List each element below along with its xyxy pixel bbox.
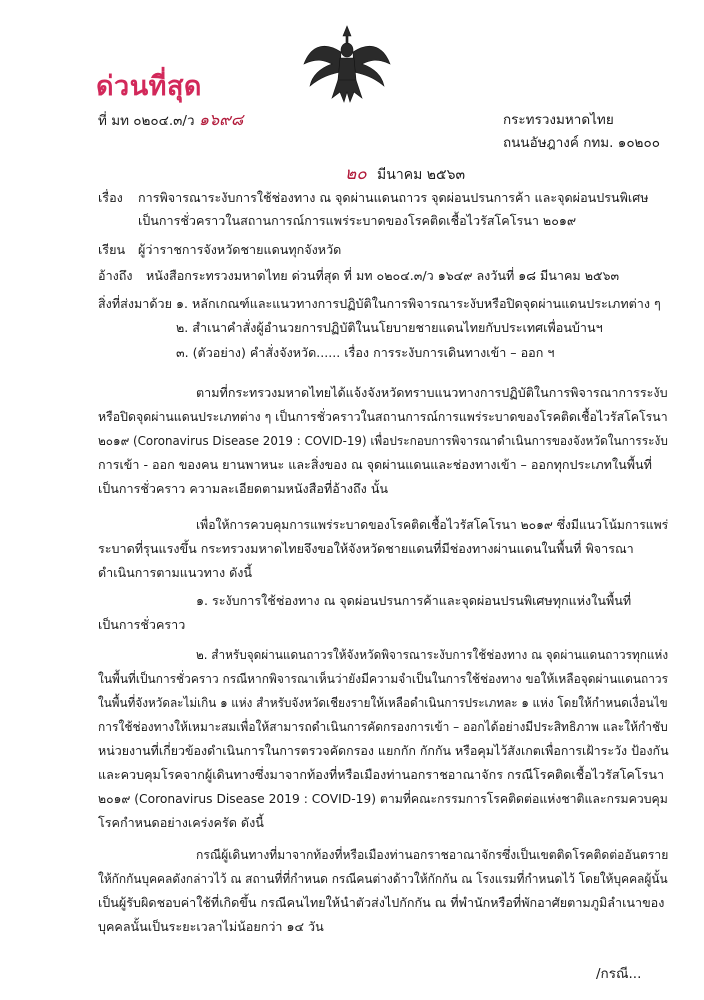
body-line: เป็นการชั่วคราว: [98, 617, 186, 632]
to-text: ผู้ว่าราชการจังหวัดชายแดนทุกจังหวัด: [138, 242, 342, 257]
body-line: กรณีผู้เดินทางที่มาจากท้องที่หรือเมืองท่านอกราชอาณาจักรซึ่งเป็นเขตติดโรคติดต่ออันตราย: [196, 847, 669, 862]
body-line: และควบคุมโรคจากผู้เดินทางซึ่งมาจากท้องที่หรือเมืองท่านอกราชอาณาจักร กรณีโรคติดเชื้อไวรัสโคโรนา: [98, 767, 665, 782]
ministry-name: กระทรวงมหาดไทย: [503, 112, 614, 128]
subject-line-1: การพิจารณาระงับการใช้ช่องทาง ณ จุดผ่านแดนถาวร จุดผ่อนปรนการค้า และจุดผ่อนปรนพิเศษ: [138, 190, 649, 205]
body-line: หน่วยงานที่เกี่ยวข้องดำเนินการในการตรวจคัดกรอง แยกกัก กักกัน หรือคุมไว้สังเกตเพื่อการเฝ้าระวัง ป้องกัน: [98, 743, 669, 758]
document-date: [345, 160, 465, 187]
urgency-stamp: ด่วนที่สุด: [96, 71, 202, 102]
subject-label: เรื่อง: [98, 190, 123, 205]
body-line: หรือปิดจุดผ่านแดนประเภทต่าง ๆ เป็นการชั่วคราวในสถานการณ์การแพร่ระบาดของโรคติดเชื้อไวรัสโคโรนา: [98, 409, 668, 424]
body-line: ๒. สำหรับจุดผ่านแดนถาวรให้จังหวัดพิจารณาระงับการใช้ช่องทาง ณ จุดผ่านแดนถาวรทุกแห่ง: [196, 647, 669, 662]
body-line: ๒๐๑๙ (Coronavirus Disease 2019 : COVID-19) ตามที่คณะกรรมการโรคติดต่อแห่งชาติและกรมควบคุม: [98, 791, 668, 806]
body-line: เพื่อให้การควบคุมการแพร่ระบาดของโรคติดเชื้อไวรัสโคโรนา ๒๐๑๙ ซึ่งมีแนวโน้มการแพร่: [196, 517, 669, 532]
subject-line-2: เป็นการชั่วคราวในสถานการณ์การแพร่ระบาดของโรคติดเชื้อไวรัสโคโรนา ๒๐๑๙: [138, 213, 577, 228]
date-month-year: มีนาคม ๒๕๖๓: [377, 167, 466, 183]
enclosure-item: ๒. สำเนาคำสั่งผู้อำนวยการปฏิบัติในนโยบายชายแดนไทยกับประเทศเพื่อนบ้านฯ: [176, 320, 603, 335]
garuda-emblem-icon: [302, 20, 392, 106]
body-line: ในพื้นที่เป็นการชั่วคราว กรณีหากพิจารณาเห็นว่ายังมีความจำเป็นในการใช้ช่องทาง ขอให้เหลือจุดผ่านแดนถาวร: [98, 671, 669, 686]
body-line: โรคกำหนดอย่างเคร่งครัด ดังนี้: [98, 815, 264, 830]
document-number-prefix: ที่ มท ๐๒๐๔.๓/ว: [98, 113, 195, 129]
reference-label: อ้างถึง: [98, 268, 133, 283]
body-line: ให้กักกันบุคคลดังกล่าวไว้ ณ สถานที่ที่กำหนด กรณีคนต่างด้าวให้กักกัน ณ โรงแรมที่กำหนดไว้ โดยให้บุคคลผู้นั้น: [98, 871, 668, 886]
body-line: บุคคลนั้นเป็นระยะเวลาไม่น้อยกว่า ๑๔ วัน: [98, 919, 324, 934]
body-line: การใช้ช่องทางให้เหมาะสมเพื่อให้สามารถดำเนินการคัดกรองการเข้า – ออกได้อย่างมีประสิทธิภาพ และให้กำชับ: [98, 719, 668, 734]
document-number-handwritten: ๑๖๙๘: [198, 110, 244, 129]
body-line: ดำเนินการตามแนวทาง ดังนี้: [98, 565, 253, 580]
continuation-marker: /กรณี...: [596, 966, 642, 982]
reference-text: หนังสือกระทรวงมหาดไทย ด่วนที่สุด ที่ มท ๐๒๐๔.๓/ว ๑๖๔๙ ลงวันที่ ๑๘ มีนาคม ๒๕๖๓: [146, 268, 620, 283]
body-line: ๑. ระงับการใช้ช่องทาง ณ จุดผ่อนปรนการค้าและจุดผ่อนปรนพิเศษทุกแห่งในพื้นที่: [196, 593, 632, 608]
to-label: เรียน: [98, 242, 126, 257]
date-day-handwritten: ๒๐: [345, 164, 367, 184]
enclosure-item: ๓. (ตัวอย่าง) คำสั่งจังหวัด...... เรื่อง การระงับการเดินทางเข้า – ออก ฯ: [176, 345, 555, 360]
body-line: ๒๐๑๙ (Coronavirus Disease 2019 : COVID-19) เพื่อประกอบการพิจารณาดำเนินการของจังหวัดในการระงับ: [98, 433, 668, 448]
body-line: ตามที่กระทรวงมหาดไทยได้แจ้งจังหวัดทราบแนวทางการปฏิบัติในการพิจารณาการระงับ: [196, 385, 668, 400]
body-line: เป็นการชั่วคราว ความละเอียดตามหนังสือที่อ้างถึง นั้น: [98, 481, 389, 496]
body-line: เป็นผู้รับผิดชอบค่าใช้ที่เกิดขึ้น กรณีคนไทยให้นำตัวส่งไปกักกัน ณ ที่พำนักหรือที่พักอาศัยตามภูมิลำเนาของ: [98, 895, 665, 910]
body-line: ระบาดที่รุนแรงขึ้น กระทรวงมหาดไทยจึงขอให้จังหวัดชายแดนที่มีช่องทางผ่านแดนในพื้นที่ พิจารณา: [98, 541, 634, 556]
body-line: การเข้า - ออก ของคน ยานพาหนะ และสิ่งของ ณ จุดผ่านแดนและช่องทางเข้า – ออกทุกประเภทในพื้นที่: [98, 457, 652, 472]
document-number: [98, 108, 243, 133]
ministry-address: ถนนอัษฎางค์ กทม. ๑๐๒๐๐: [503, 135, 660, 151]
enclosure-item: ๑. หลักเกณฑ์และแนวทางการปฏิบัติในการพิจารณาระงับหรือปิดจุดผ่านแดนประเภทต่าง ๆ: [176, 296, 661, 311]
enclosures-label: สิ่งที่ส่งมาด้วย: [98, 296, 172, 311]
body-line: ในพื้นที่จังหวัดละไม่เกิน ๑ แห่ง สำหรับจังหวัดเชียงรายให้เหลือดำเนินการประเภทละ ๑ แห่ง โดยให้กำหนดเงื่อนไข: [98, 695, 668, 710]
